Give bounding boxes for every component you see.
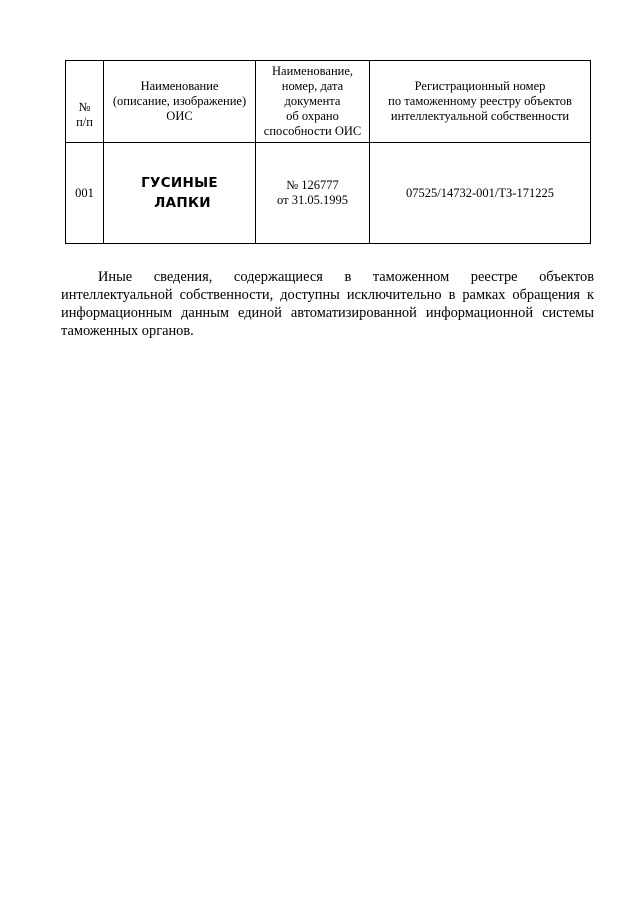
row-document bbox=[256, 143, 370, 244]
header-number-line: № bbox=[78, 99, 91, 114]
header-registration-line: по таможенному реестру объектов bbox=[388, 94, 572, 108]
registry-note: Иные сведения, содержащиеся в таможенном реестре объектов интеллектуальной собственности, доступны исключительно в рамках обращения к информационным данным единой автоматизированной информационной системы таможенных органов. bbox=[61, 269, 594, 339]
header-registration bbox=[370, 61, 591, 143]
trademark-line: ЛАПКИ bbox=[154, 195, 211, 211]
row-registration-number: 07525/14732-001/ТЗ-171225 bbox=[370, 143, 591, 244]
header-document-line: документа bbox=[284, 94, 341, 108]
table-row bbox=[66, 143, 591, 244]
header-registration-line: интеллектуальной собственности bbox=[390, 109, 570, 123]
header-number-line: п/п bbox=[76, 114, 93, 129]
header-name-line: (описание, изображение) bbox=[112, 94, 247, 108]
header-document-line: способности ОИС bbox=[263, 124, 362, 138]
header-document-line: Наименование, bbox=[272, 64, 353, 78]
header-number bbox=[66, 61, 104, 143]
trademark-wordmark bbox=[107, 173, 252, 213]
header-name bbox=[104, 61, 256, 143]
header-registration-line: Регистрационный номер bbox=[414, 79, 546, 93]
header-name-line: ОИС bbox=[166, 109, 193, 123]
header-document bbox=[256, 61, 370, 143]
ois-registry-table bbox=[65, 60, 591, 244]
header-name-line: Наименование bbox=[140, 79, 219, 93]
header-document-line: номер, дата bbox=[281, 79, 344, 93]
header-document-line: об охрано bbox=[286, 109, 339, 123]
document-number: № 126777 bbox=[286, 178, 339, 192]
table-header-row bbox=[66, 61, 591, 143]
document-date: от 31.05.1995 bbox=[277, 193, 348, 207]
row-number: 001 bbox=[66, 143, 104, 244]
trademark-image bbox=[104, 143, 256, 244]
trademark-line: ГУСИНЫЕ bbox=[141, 175, 218, 191]
